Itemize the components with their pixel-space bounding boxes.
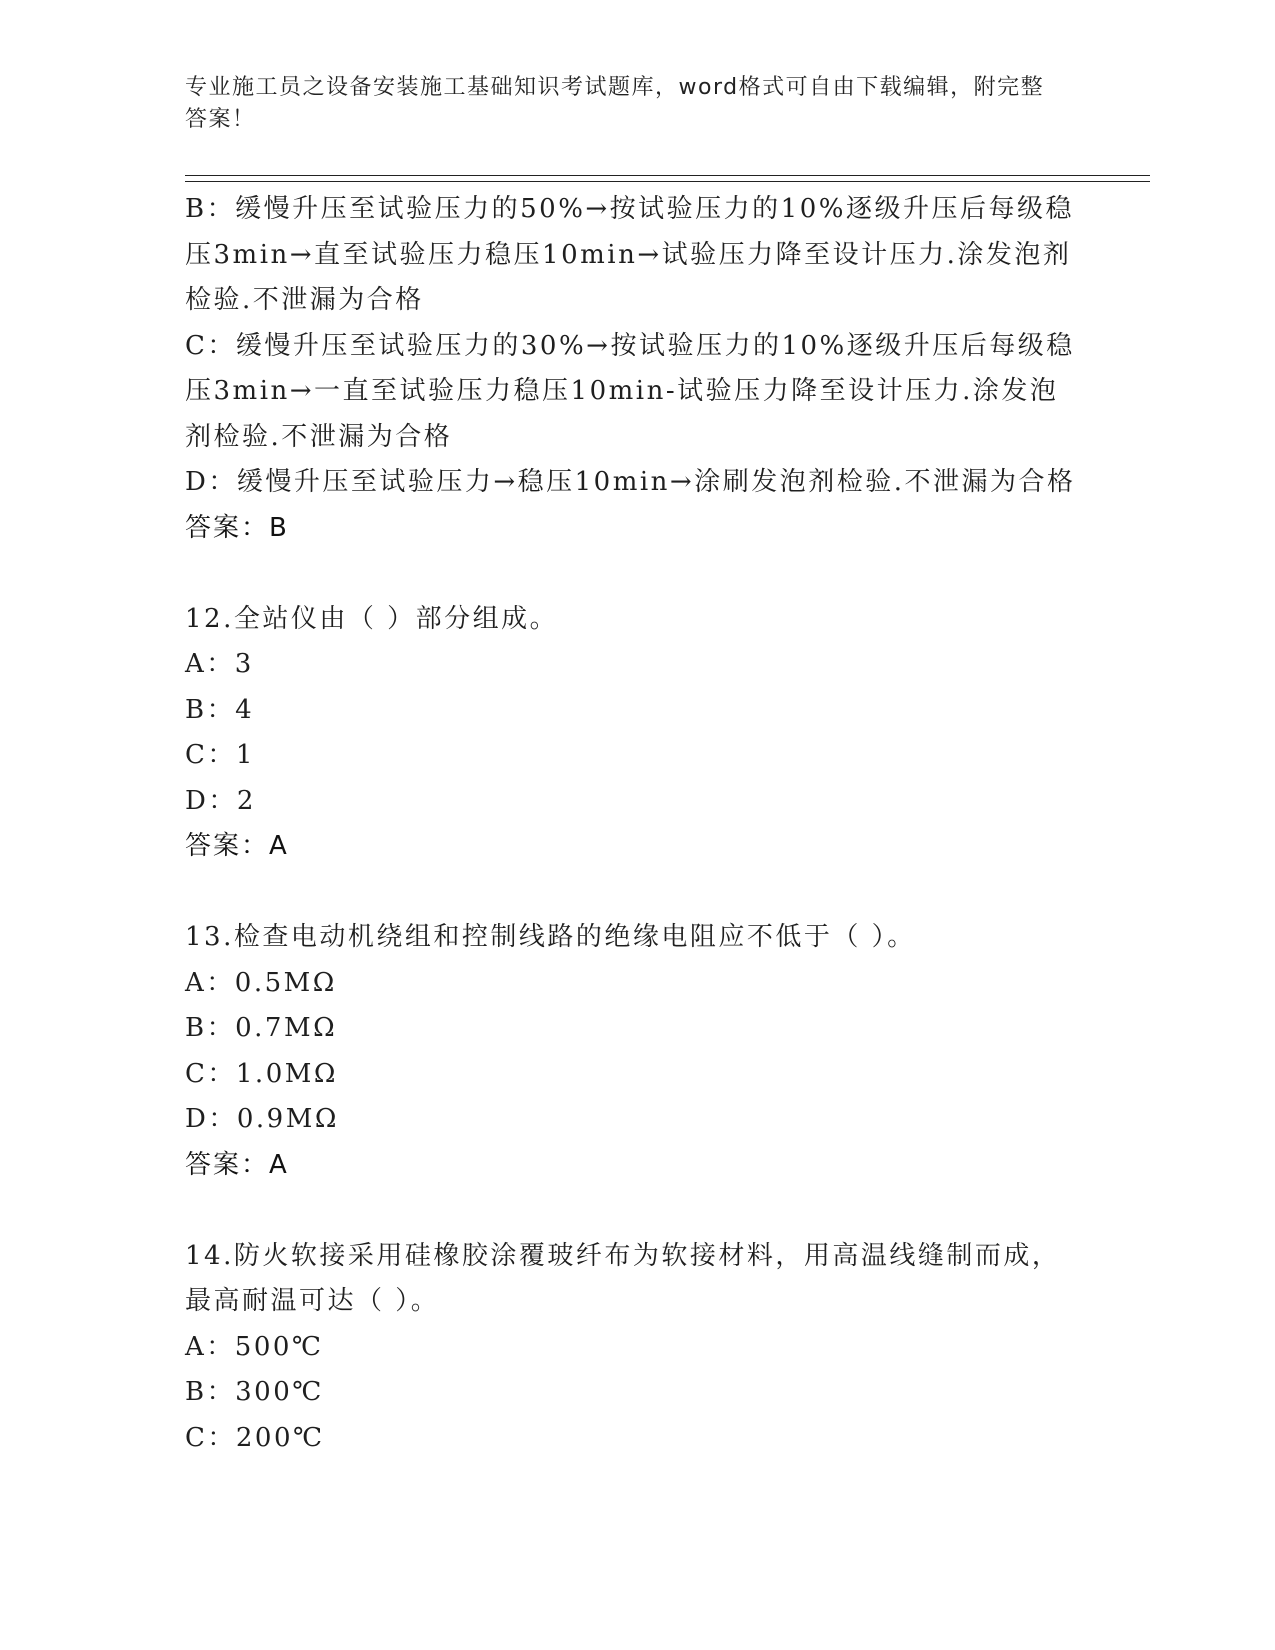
option-line: 剂检验.不泄漏为合格 <box>185 421 453 452</box>
option-d: D：0.9MΩ <box>185 1104 339 1134</box>
question-text: 14.防火软接采用硅橡胶涂覆玻纤布为软接材料，用高温线缝制而成， <box>185 1240 1061 1271</box>
header-divider-top <box>185 175 1150 176</box>
option-a: A：3 <box>185 649 254 679</box>
question-12 <box>185 597 1085 870</box>
option-c: C：1.0MΩ <box>185 1058 338 1089</box>
document-header: 专业施工员之设备安装施工基础知识考试题库，word格式可自由下载编辑，附完整答案！ <box>185 75 1045 132</box>
option-b: B：4 <box>185 694 255 725</box>
question-text: 13.检查电动机绕组和控制线路的绝缘电阻应不低于（ ）。 <box>185 922 916 952</box>
option-d: D：2 <box>185 785 256 816</box>
option-a: A：0.5MΩ <box>185 967 337 998</box>
option-line: 检验.不泄漏为合格 <box>185 285 424 315</box>
spacer <box>185 870 1085 916</box>
spacer <box>185 551 1085 597</box>
spacer <box>185 1188 1085 1234</box>
answer-label: 答案：A <box>185 831 289 861</box>
answer-label: 答案：A <box>185 1149 289 1180</box>
answer-label: 答案：B <box>185 512 289 543</box>
question-text: 最高耐温可达（ ）。 <box>185 1286 440 1316</box>
option-b: B：300℃ <box>185 1377 324 1407</box>
question-14 <box>185 1234 1085 1462</box>
option-line: D：缓慢升压至试验压力→稳压10min→涂刷发泡剂检验.不泄漏为合格 <box>185 467 1076 497</box>
option-line: B：缓慢升压至试验压力的50%→按试验压力的10%逐级升压后每级稳 <box>185 194 1074 224</box>
option-c: C：1 <box>185 740 255 770</box>
option-line: 压3min→一直至试验压力稳压10min-试验压力降至设计压力.涂发泡 <box>185 376 1059 406</box>
option-line: C：缓慢升压至试验压力的30%→按试验压力的10%逐级升压后每级稳 <box>185 330 1075 361</box>
question-13 <box>185 915 1085 1188</box>
option-line: 压3min→直至试验压力稳压10min→试验压力降至设计压力.涂发泡剂 <box>185 239 1072 270</box>
option-c: C：200℃ <box>185 1422 325 1453</box>
question-content <box>185 187 1085 1461</box>
option-b: B：0.7MΩ <box>185 1013 338 1043</box>
question-11-options <box>185 187 1085 551</box>
question-text: 12.全站仪由（ ）部分组成。 <box>185 603 559 634</box>
option-a: A：500℃ <box>185 1331 324 1362</box>
header-divider-bottom <box>185 181 1150 182</box>
